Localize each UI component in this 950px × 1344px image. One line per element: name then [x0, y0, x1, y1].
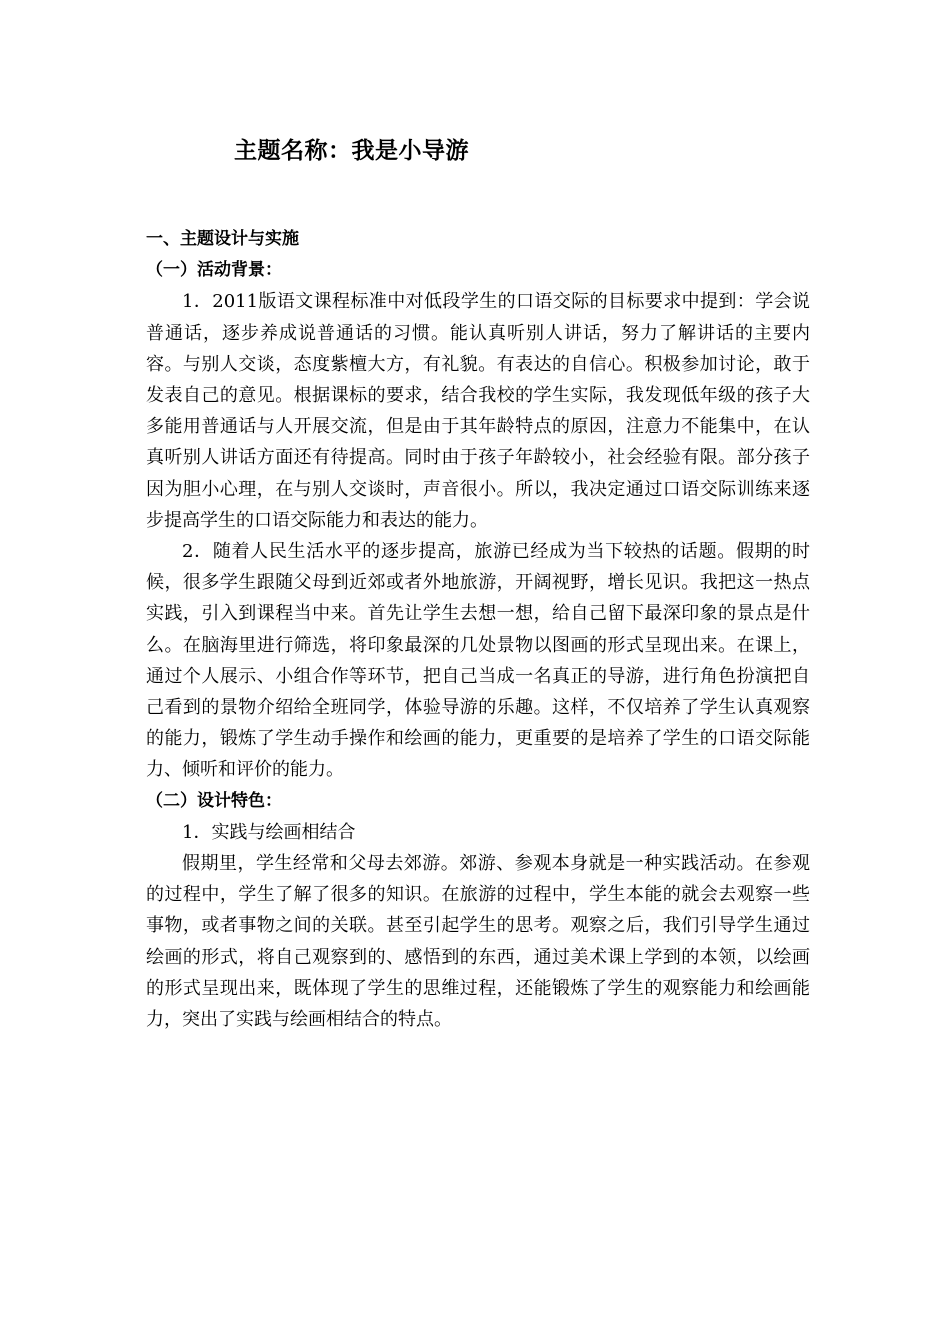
section-heading: 一、主题设计与实施 — [146, 229, 299, 249]
feature-paragraph: 假期里，学生经常和父母去郊游。郊游、参观本身就是一种实践活动。在参观的过程中，学生了解了很多的知识。在旅游的过程中，学生本能的就会去观察一些事物，或者事物之间的关联。甚至引起学生的思考。观察之后，我们引导学生通过绘画的形式，将自己观察到的、感悟到的东西，通过美术课上学到的本领，以绘画的形式呈现出来，既体现了学生的思维过程，还能锻炼了学生的观察能力和绘画能力，突出了实践与绘画相结合的特点。 — [146, 853, 810, 1031]
document-title: 主题名称：我是小导游 — [234, 137, 469, 164]
background-paragraph-1: 1．2011版语文课程标准中对低段学生的口语交际的目标要求中提到：学会说普通话，逐步养成说普通话的习惯。能认真听别人讲话，努力了解讲话的主要内容。与别人交谈，态度紫檀大方，有礼貌。有表达的自信心。积极参加讨论，敢于发表自己的意见。根据课标的要求，结合我校的学生实际，我发现低年级的孩子大多能用普通话与人开展交流，但是由于其年龄特点的原因，注意力不能集中，在认真听别人讲话方面还有待提高。同时由于孩子年龄较小，社会经验有限。部分孩子因为胆小心理，在与别人交谈时，声音很小。所以，我决定通过口语交际训练来逐步提高学生的口语交际能力和表达的能力。 — [146, 291, 810, 531]
document-body — [146, 224, 810, 1035]
subsection-heading-background: （一）活动背景： — [146, 260, 282, 281]
feature-item-title: 1．实践与绘画相结合 — [182, 821, 356, 843]
background-paragraph-2: 2．随着人民生活水平的逐步提高，旅游已经成为当下较热的话题。假期的时候，很多学生跟随父母到近郊或者外地旅游，开阔视野，增长见识。我把这一热点实践，引入到课程当中来。首先让学生去想一想，给自己留下最深印象的景点是什么。在脑海里进行筛选，将印象最深的几处景物以图画的形式呈现出来。在课上，通过个人展示、小组合作等环节，把自己当成一名真正的导游，进行角色扮演把自己看到的景物介绍给全班同学，体验导游的乐趣。这样，不仅培养了学生认真观察的能力，锻炼了学生动手操作和绘画的能力，更重要的是培养了学生的口语交际能力、倾听和评价的能力。 — [146, 541, 810, 781]
subsection-heading-features: （二）设计特色： — [146, 790, 282, 811]
